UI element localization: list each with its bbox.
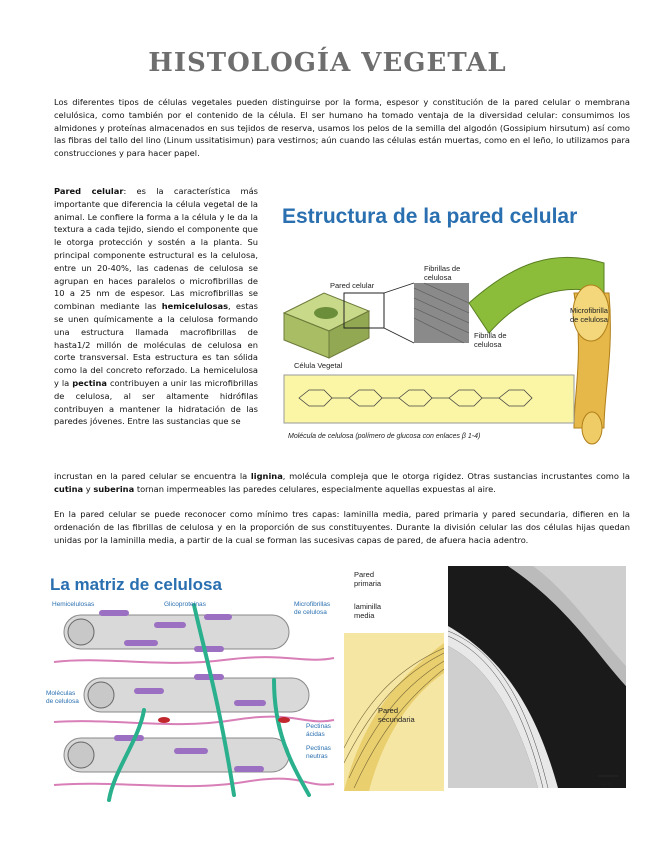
label-pared-primaria-2: primaria xyxy=(354,579,382,588)
pared-text-1: : es la característica más importante que diferencia la célula vegetal de la animal. Le confiere la forma a la célula y le da la textura a cada tejido, siendo el componente que le otorga protección y sostén a la planta. Su principal componente estructural es la celulosa, entre un 20-40%, las cadenas de celulosa se agrupan en haces paralelos o microfibrillas de 10 a 25 nm de espesor. Las microfibrillas se combinan mediante las xyxy=(54,186,258,312)
label-pectinas-acidas-1: Pectinas xyxy=(306,723,331,730)
fig-top-title: Estructura de la pared celular xyxy=(282,205,578,228)
wall-layers-illustration xyxy=(344,563,444,791)
label-pared-secundaria-2: secundaria xyxy=(378,715,415,724)
cont-text-4: tornan impermeables las paredes celulares, especialmente aquellas expuestas al aire. xyxy=(134,483,496,494)
label-moleculas-2: de celulosa xyxy=(46,698,79,705)
fig-bl-title: La matriz de celulosa xyxy=(50,575,222,594)
cont-text-3: y xyxy=(83,483,94,494)
label-pared-primaria-1: Pared xyxy=(354,570,375,579)
wall-micrograph-figure xyxy=(448,566,626,788)
cellulose-matrix-illustration xyxy=(44,570,350,808)
wall-layers-figure xyxy=(344,563,444,791)
label-pectinas-neutras-1: Pectinas xyxy=(306,745,331,752)
label-celula-vegetal: Célula Vegetal xyxy=(294,361,343,370)
pared-celular-term: Pared celular xyxy=(54,186,124,196)
label-fibrillas-1: Fibrillas de xyxy=(424,264,461,273)
hemicelulosas-term: hemicelulosas xyxy=(161,301,229,312)
pared-text-3: contribuyen a unir las microfibrillas de celulosa, al ser altamente hidrófilas contribuyen a mantener la hidratación de las paredes jóvenes. Entre las sustancias que se xyxy=(54,377,258,427)
label-fibrilla-1: Fibrilla de xyxy=(474,331,507,340)
cellulose-matrix-figure xyxy=(44,570,350,808)
capas-paragraph: En la pared celular se puede reconocer como mínimo tres capas: laminilla media, pared primaria y pared secundaria, difieren en la ordenación de las fibrillas de celulosa y en la proporción de sus constituyentes. Durante la división celular las dos células hijas quedan unidas por la laminilla media, a partir de la cual se forman las sucesivas capas de pared, de afuera hacia adentro. xyxy=(54,509,630,545)
pectina-term: pectina xyxy=(72,377,108,388)
cell-wall-structure-figure xyxy=(274,193,634,455)
label-laminilla-2: media xyxy=(354,611,375,620)
scale-bar-label: 1μm xyxy=(600,781,611,787)
page-title: HISTOLOGÍA VEGETAL xyxy=(148,48,507,78)
label-microfibrilla-2: de celulosa xyxy=(570,315,608,324)
cell-wall-structure-illustration xyxy=(274,193,634,455)
label-pared-secundaria-1: Pared xyxy=(378,706,399,715)
label-molecula: Molécula de celulosa (polímero de glucosa con enlaces β 1-4) xyxy=(288,433,481,440)
intro-paragraph: Los diferentes tipos de células vegetales pueden distinguirse por la forma, espesor y constitución de la pared celular o membrana celulósica, como también por el contenido de la célula. El ser humano ha tomado ventaja de la diversidad celular: consumimos los almidones y proteínas almacenados en sus tejidos de reserva, usamos los pelos de la semilla del algodón (Gossipium hirsutum) así como las fibras del tallo del lino (Linum ussitatisimun) para vestirnos; aún cuando las células están muertas, como en el leño, lo utilizamos para construcciones y para hacer papel. xyxy=(54,97,630,159)
cont-text-1: incrustan en la pared celular se encuentra la xyxy=(54,471,248,481)
label-fibrilla-2: celulosa xyxy=(474,340,502,349)
label-moleculas-1: Moléculas xyxy=(46,690,76,697)
wall-micrograph-image xyxy=(448,566,626,788)
label-microfibrilla-1: Microfibrilla xyxy=(570,306,608,315)
cutina-term: cutina xyxy=(54,483,84,494)
label-pectinas-acidas-2: ácidas xyxy=(306,731,325,738)
pared-continuation-paragraph xyxy=(54,470,630,496)
pared-text-2: , estas se unen químicamente a la celulosa formando una estructura llamada macrofibrillas de hasta1/2 millón de moléculas de celulosa en corte transversal. Esta estructura es tan sólida como la del concreto reforzado. La hemicelulosa y la xyxy=(54,301,258,388)
label-microfibrillas-2: de celulosa xyxy=(294,609,327,616)
suberina-term: suberina xyxy=(93,483,135,494)
label-fibrillas-2: celulosa xyxy=(424,273,452,282)
label-glicoproteinas: Glicoproteínas xyxy=(164,601,206,608)
label-pared-celular: Pared celular xyxy=(330,281,375,290)
lignina-term: lignina xyxy=(250,471,283,481)
label-microfibrillas-1: Microfibrillas xyxy=(294,601,331,608)
label-pectinas-neutras-2: neutras xyxy=(306,753,328,760)
cont-text-2: , molécula compleja que le otorga rigidez. Otras sustancias incrustantes como la xyxy=(282,471,630,481)
label-hemicelulosas: Hemicelulosas xyxy=(52,601,95,608)
label-laminilla-1: laminilla xyxy=(354,602,382,611)
pared-celular-paragraph xyxy=(54,185,258,428)
